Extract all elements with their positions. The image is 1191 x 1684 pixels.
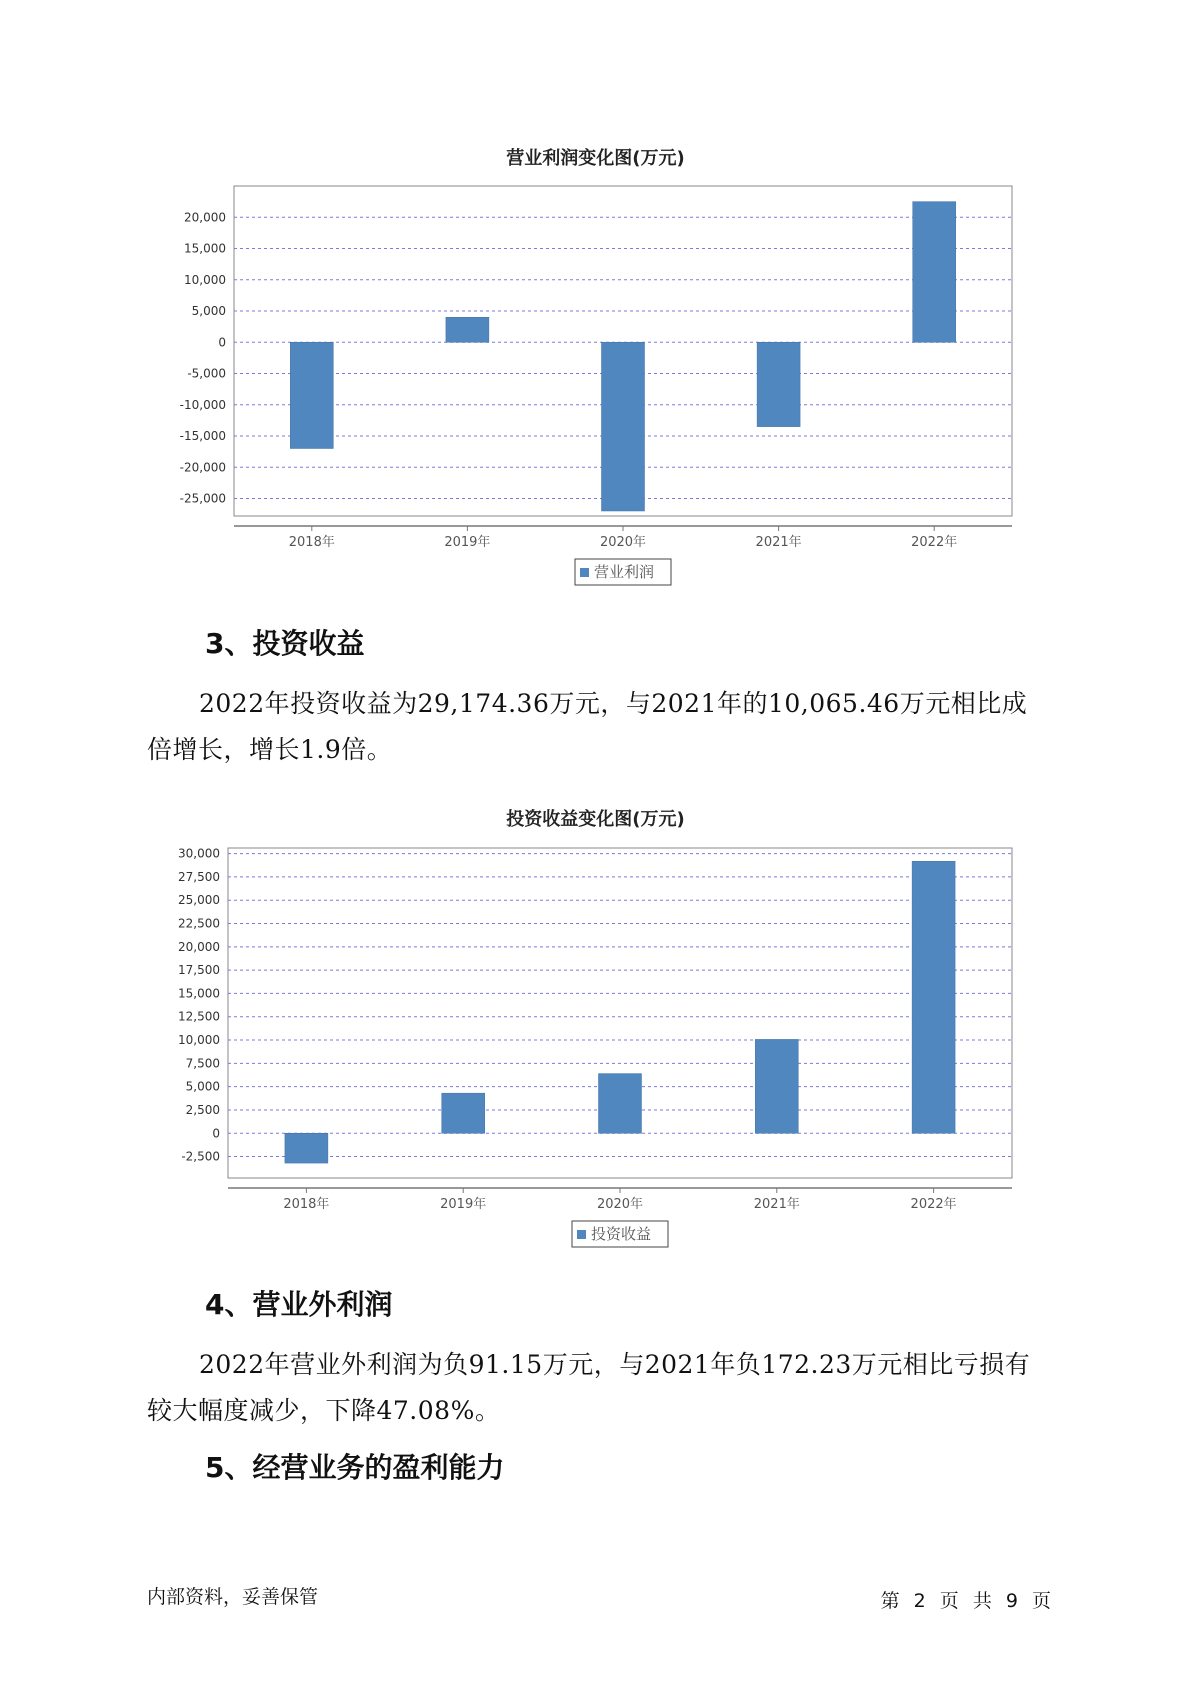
y-tick-label: 2,500 [185, 1102, 220, 1117]
footer-page-number: 第 2 页 共 9 页 [880, 1590, 1051, 1612]
bar [290, 342, 333, 448]
bar [446, 317, 489, 342]
y-tick-label: 12,500 [178, 1009, 220, 1024]
y-tick-label: 7,500 [185, 1056, 220, 1071]
bar [755, 1039, 798, 1133]
y-tick-label: 27,500 [178, 869, 220, 884]
x-tick-label: 2020年 [596, 1197, 644, 1212]
section-5-heading: 5、经营业务的盈利能力 [205, 1451, 505, 1484]
y-tick-label: 5,000 [185, 1079, 220, 1094]
y-tick-label: 30,000 [178, 846, 220, 861]
legend-label: 营业利润 [594, 563, 655, 581]
y-tick-label: 5,000 [191, 304, 226, 318]
bar [599, 1074, 642, 1134]
y-tick-label: -15,000 [179, 429, 226, 443]
y-tick-label: 25,000 [178, 893, 220, 908]
y-tick-label: -5,000 [187, 366, 226, 381]
x-tick-label: 2022年 [911, 535, 958, 550]
x-tick-label: 2022年 [910, 1197, 957, 1212]
y-tick-label: 10,000 [178, 1033, 220, 1048]
legend-swatch [580, 568, 589, 577]
y-tick-label: 22,500 [178, 916, 220, 931]
y-tick-label: -2,500 [181, 1149, 220, 1164]
section-4-text: 2022年营业外利润为负91.15万元，与2021年负172.23万元相比亏损有较大幅度减少，下降47.08%。 [147, 1350, 1031, 1425]
y-tick-label: -25,000 [179, 491, 226, 506]
bar [602, 342, 645, 511]
section-4-heading: 4、营业外利润 [205, 1288, 393, 1321]
y-tick-label: 15,000 [184, 241, 226, 256]
bar [757, 342, 800, 426]
y-tick-label: 0 [212, 1126, 220, 1141]
x-tick-label: 2019年 [444, 535, 491, 550]
y-tick-label: 20,000 [184, 210, 226, 225]
bar [285, 1133, 328, 1163]
bar [442, 1093, 485, 1133]
x-tick-label: 2020年 [599, 535, 647, 550]
footer-confidential-note: 内部资料，妥善保管 [147, 1586, 319, 1608]
x-tick-label: 2018年 [288, 535, 335, 550]
y-tick-label: 17,500 [178, 963, 220, 978]
bar [913, 202, 956, 343]
y-tick-label: 20,000 [178, 939, 220, 954]
x-tick-label: 2019年 [440, 1197, 487, 1212]
legend-swatch [577, 1230, 586, 1239]
investment-income-chart [0, 810, 1191, 1250]
y-tick-label: 10,000 [184, 272, 226, 287]
y-tick-label: -10,000 [179, 397, 226, 412]
section-3-heading: 3、投资收益 [205, 627, 365, 660]
y-tick-label: 15,000 [178, 986, 220, 1001]
x-tick-label: 2021年 [753, 1197, 800, 1212]
x-tick-label: 2018年 [283, 1197, 330, 1212]
y-tick-label: -20,000 [179, 460, 226, 475]
chart2-title: 投资收益变化图(万元) [506, 809, 685, 830]
section-3-text: 2022年投资收益为29,174.36万元，与2021年的10,065.46万元相比成倍增长，增长1.9倍。 [147, 689, 1028, 764]
y-tick-label: 0 [218, 335, 226, 350]
chart1-title: 营业利润变化图(万元) [506, 148, 685, 169]
x-tick-label: 2021年 [755, 535, 802, 550]
operating-profit-chart [0, 150, 1191, 590]
bar [912, 861, 955, 1133]
legend-label: 投资收益 [591, 1225, 652, 1243]
